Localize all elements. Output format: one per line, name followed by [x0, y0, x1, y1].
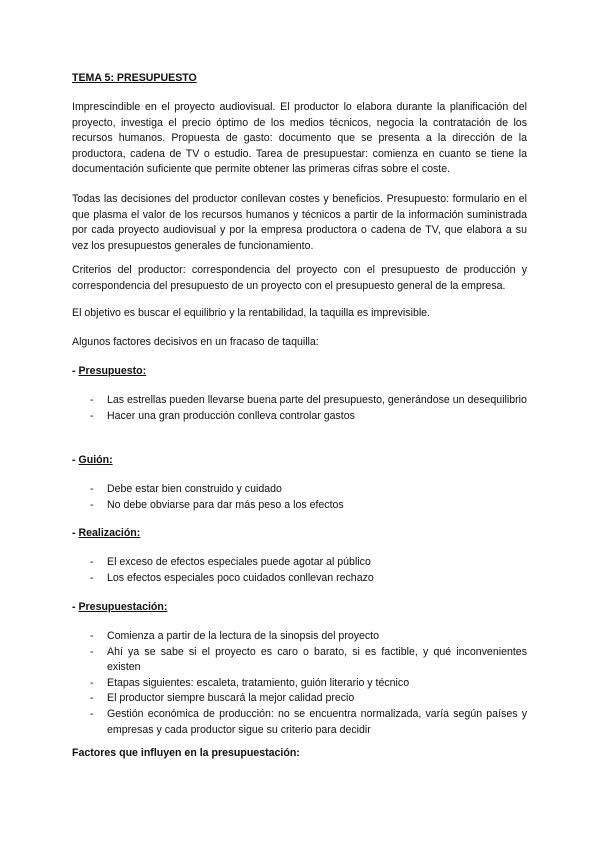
- paragraph-objective: El objetivo es buscar el equilibrio y la rentabilidad, la taquilla es imprevisible.: [72, 307, 431, 319]
- list-item: [90, 555, 527, 571]
- list-item: [90, 707, 527, 738]
- dash-bullet: -: [90, 483, 94, 495]
- list-guion: [90, 482, 527, 513]
- list-item: [90, 409, 527, 425]
- list-item-text: Hacer una gran producción conlleva controlar gastos: [107, 409, 355, 422]
- paragraph-decisions: Todas las decisiones del productor conllevan costes y beneficios. Presupuesto: formulario en el que plasma el valor de los recursos humanos y técnicos a partir de la información suministrada por cada proyecto audiovisual y por la empresa productora o cadena de TV, que elabora a su vez los presupuestos generales de funcionamiento.: [72, 193, 527, 252]
- dash-bullet: -: [90, 707, 94, 720]
- section-title: Presupuesto:: [78, 365, 147, 377]
- list-item: [90, 691, 527, 707]
- list-item: [90, 645, 527, 676]
- list-item-text: Comienza a partir de la lectura de la sinopsis del proyecto: [107, 630, 380, 642]
- dash-bullet: -: [90, 630, 94, 642]
- section-prefix: -: [72, 527, 79, 539]
- list-item-text: El productor siempre buscará la mejor calidad precio: [107, 692, 355, 705]
- list-realizacion: [90, 555, 527, 586]
- section-title: Guión:: [78, 454, 113, 466]
- list-item-text: Etapas siguientes: escaleta, tratamiento, guión literario y técnico: [107, 676, 410, 689]
- list-item-text: Ahí ya se sabe si el proyecto es caro o barato, si es factible, y qué inconvenientes existen: [107, 645, 527, 674]
- list-presupuesto: [90, 393, 527, 424]
- document-title: TEMA 5: PRESUPUESTO: [72, 72, 197, 84]
- dash-bullet: -: [90, 692, 94, 705]
- list-item-text: Las estrellas pueden llevarse buena parte del presupuesto, generándose un desequilibrio: [107, 394, 527, 406]
- dash-bullet: -: [90, 556, 94, 568]
- section-prefix: -: [72, 601, 79, 613]
- paragraph-intro: Imprescindible en el proyecto audiovisual. El productor lo elabora durante la planificación del proyecto, investiga el precio óptimo de los medios técnicos, negocia la contratación de los recursos humanos. Propuesta de gasto: documento que se presenta a la dirección de la productora, cadena de TV o estudio. Tarea de presupuestar: comienza en cuanto se tiene la documentación suficiente que permite obtener las primeras cifras sobre el coste.: [72, 101, 527, 176]
- section-heading-presupuesto: [72, 364, 527, 380]
- list-item-text: No debe obviarse para dar más peso a los efectos: [107, 498, 344, 511]
- dash-bullet: -: [90, 676, 94, 689]
- list-presupuestacion: [90, 629, 527, 738]
- section-heading-presupuestacion: [72, 600, 527, 616]
- dash-bullet: -: [90, 409, 94, 422]
- list-item-text: El exceso de efectos especiales puede agotar al público: [107, 556, 371, 568]
- paragraph-criteria: Criterios del productor: correspondencia del proyecto con el presupuesto de producción y correspondencia del presupuesto de un proyecto con el presupuesto general de la empresa.: [72, 264, 527, 292]
- section-prefix: -: [72, 365, 79, 377]
- list-item-text: Gestión económica de producción: no se encuentra normalizada, varía según países y empresas y cada productor sigue su criterio para decidir: [107, 707, 527, 736]
- dash-bullet: -: [90, 571, 94, 584]
- list-item: [90, 482, 527, 498]
- list-item: [90, 676, 527, 692]
- dash-bullet: -: [90, 394, 94, 406]
- list-item-text: Debe estar bien construido y cuidado: [107, 483, 282, 495]
- final-heading: Factores que influyen en la presupuestación:: [72, 747, 300, 759]
- dash-bullet: -: [90, 645, 94, 658]
- list-item: [90, 571, 527, 587]
- paragraph-factors-intro: Algunos factores decisivos en un fracaso de taquilla:: [72, 336, 319, 348]
- section-prefix: -: [72, 454, 79, 466]
- list-item: [90, 393, 527, 409]
- list-item: [90, 498, 527, 514]
- dash-bullet: -: [90, 498, 94, 511]
- list-item-text: Los efectos especiales poco cuidados conllevan rechazo: [107, 571, 374, 584]
- section-title: Realización:: [78, 527, 141, 539]
- list-item: [90, 629, 527, 645]
- section-heading-realizacion: [72, 526, 527, 542]
- section-title: Presupuestación:: [78, 601, 168, 613]
- section-heading-guion: [72, 453, 527, 469]
